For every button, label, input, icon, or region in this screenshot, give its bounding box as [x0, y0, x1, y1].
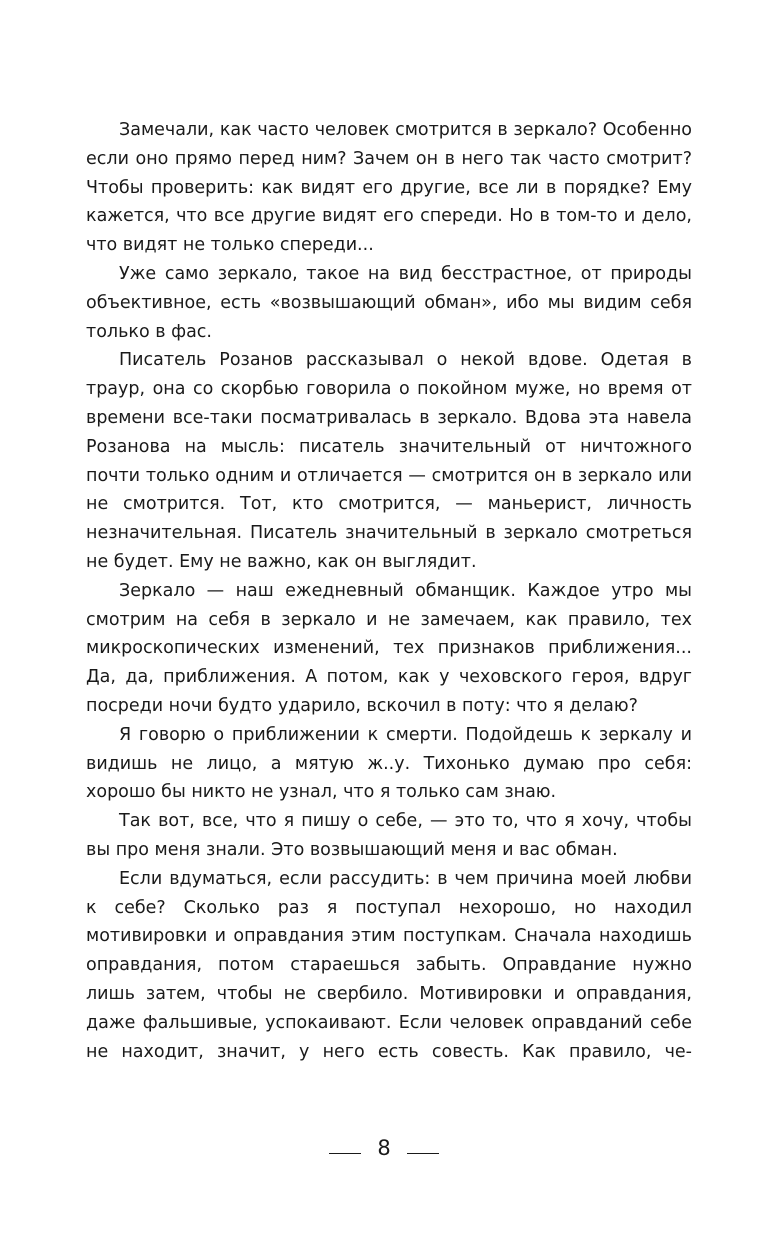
paragraph: Зеркало — наш ежедневный обманщик. Каждое утро мы смотрим на себя в зеркало и не замечаем, как правило, тех микроскопических изменений, тех признаков приближения... Да, да, приближения. А потом, как у чеховского героя, вдруг посреди ночи будто ударило, вскочил в поту: что я делаю?: [86, 580, 692, 716]
paragraph: Если вдуматься, если рассудить: в чем причина моей любви к себе? Сколько раз я поступал нехорошо, но находил мотивировки и оправдания этим поступкам. Сначала находишь оправдания, потом стараешься забыть. Оправдание нужно лишь затем, чтобы не свербило. Мотивировки и оправдания, даже фальшивые, успокаивают. Если человек оправданий себе не находит, значит, у него есть совесть. Как правило, че-: [86, 868, 692, 1062]
paragraph: Я говорю о приближении к смерти. Подойдешь к зеркалу и видишь не лицо, а мятую ж..у. Тихонько думаю про себя: хорошо бы никто не узнал, что я только сам знаю.: [86, 724, 692, 803]
footer-rule-right: [407, 1153, 439, 1154]
paragraph: Замечали, как часто человек смотрится в зеркало? Особенно если оно прямо перед ним? Зачем он в него так часто смотрит? Чтобы проверить: как видят его другие, все ли в порядке? Ему кажется, что все другие видят его спереди. Но в том-то и дело, что видят не только спереди...: [86, 120, 692, 256]
footer-rule-left: [329, 1153, 361, 1154]
body-text: [86, 116, 692, 1066]
page-number: 8: [377, 1136, 391, 1160]
page-footer: [0, 1128, 768, 1168]
paragraph: Так вот, все, что я пишу о себе, — это то, что я хочу, чтобы вы про меня знали. Это возвышающий меня и вас обман.: [86, 811, 692, 860]
paragraph: Писатель Розанов рассказывал о некой вдове. Одетая в траур, она со скорбью говорила о покойном муже, но время от времени все-таки посматривалась в зеркало. Вдова эта навела Розанова на мысль: писатель значительный от ничтожного почти только одним и отличается — смотрится он в зеркало или не смотрится. Тот, кто смотрится, — маньерист, личность незначительная. Писатель значительный в зеркало смотреться не будет. Ему не важно, как он выглядит.: [86, 350, 692, 572]
paragraph: Уже само зеркало, такое на вид бесстрастное, от природы объективное, есть «возвышающий обман», ибо мы видим себя только в фас.: [86, 263, 692, 342]
